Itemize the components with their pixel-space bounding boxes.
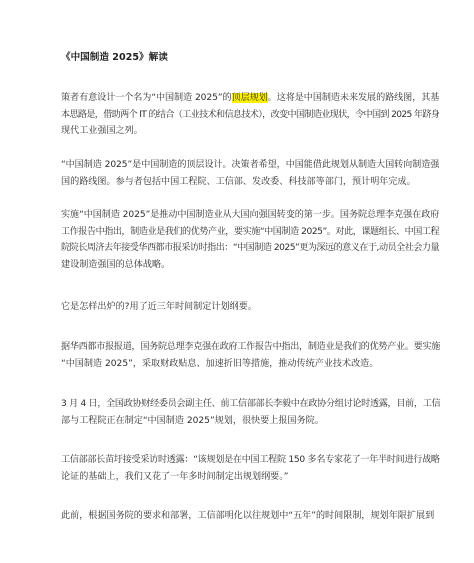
paragraph-3 xyxy=(61,207,439,273)
paragraph-1 xyxy=(61,90,439,140)
paragraph-line: 实施“中国制造 2025”是推动中国制造业从大国向强国转变的第一步。国务院总理李克强在政府 xyxy=(61,210,440,220)
paragraph-line: 国的路线图。参与者包括中国工程院、工信部、发改委、科技部等部门，预计明年完成。 xyxy=(61,176,416,187)
paragraph-line: 现代工业强国之列。 xyxy=(61,126,143,136)
paragraph-6 xyxy=(61,396,439,429)
paragraph-2 xyxy=(61,157,439,190)
paragraph-8 xyxy=(61,508,439,525)
paragraph-5 xyxy=(61,339,439,372)
paragraph-line: 部与工程院正在制定“中国制造 2025”规划，很快要上报国务院。 xyxy=(61,415,324,426)
paragraph-4 xyxy=(61,299,439,316)
paragraph-7 xyxy=(61,452,439,485)
paragraph-line: 建设制造强国的总体战略。 xyxy=(61,259,171,270)
paragraph-line: “中国制造 2025”，采取财政贴息、加速折旧等措施，推动传统产业技术改造。 xyxy=(61,358,379,369)
highlighted-text: 顶层规划 xyxy=(231,93,268,103)
paragraph-line: 据华西都市报报道，国务院总理李克强在政府工作报告中指出，制造业是我们的优势产业。要实施 xyxy=(61,342,441,352)
paragraph-line: 它是怎样出炉的?用了近三年时间制定计划纲要。 xyxy=(61,302,257,312)
paragraph-line xyxy=(61,90,439,107)
line-text: 。这将是中国制造未来发展的路线图，其基 xyxy=(267,93,440,103)
paragraph-line: 本思路是，借助两个 IT 的结合（工业技术和信息技术），改变中国制造业现状，令中国到 2025 年跻身 xyxy=(61,109,440,120)
paragraph-line: 此前，根据国务院的要求和部署，工信部明化以往规划中“五年”的时间限制，规划年限扩展到 xyxy=(61,511,435,521)
paragraph-line: 工作报告中指出，制造业是我们的优势产业，要实施“中国制造 2025”。对此，课题组长、中国工程 xyxy=(61,226,440,237)
paragraph-line: 3 月 4 日，全国政协财经委员会副主任、前工信部部长李毅中在政协分组讨论时透露，目前，工信 xyxy=(61,399,441,409)
paragraph-line: 论证的基础上，我们又花了一年多时间制定出规划纲要。” xyxy=(61,471,289,482)
document-title: 《中国制造 2025》解读 xyxy=(61,52,168,63)
paragraph-line: 工信部部长苗圩接受采访时透露：“该规划是在中国工程院 150 多名专家花了一年半时间进行战略 xyxy=(61,455,440,465)
line-text: 策者有意设计一个名为“中国制造 2025”的 xyxy=(61,93,232,103)
paragraph-line: 院院长周济去年接受华西都市报采访时指出：“中国制造 2025”更为深远的意义在于,动员全社会力量 xyxy=(61,243,440,253)
paragraph-line: “中国制造 2025”是中国制造的顶层设计。决策者希望，中国能借此规划从制造大国转向制造强 xyxy=(61,160,440,170)
